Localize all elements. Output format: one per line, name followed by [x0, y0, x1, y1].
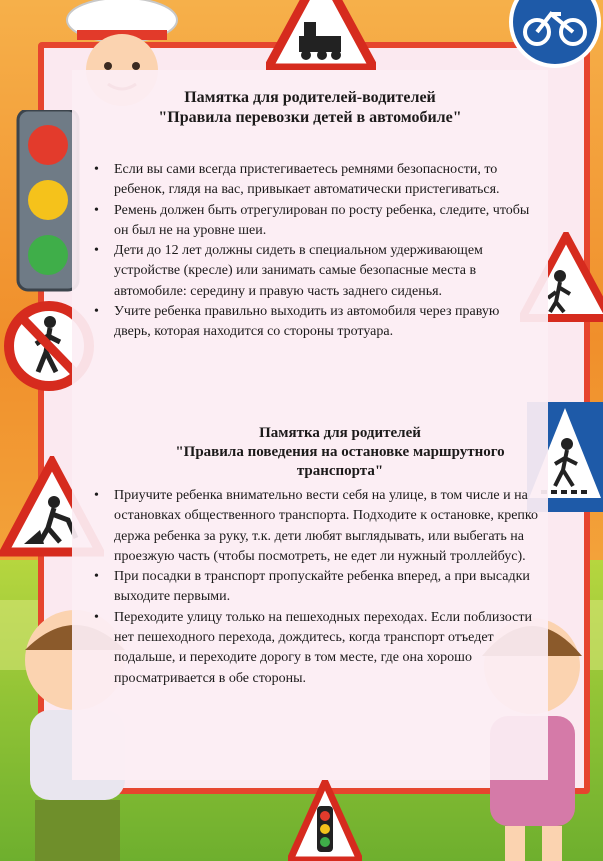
section2-title-line3: транспорта": [296, 463, 384, 479]
list-item: • Ремень должен быть отрегулирован по росту ребенка, следите, чтобы он был не на уровне шеи.: [84, 201, 538, 242]
list-item: • Дети до 12 лет должны сидеть в специальном удерживающем устройстве (кресле) или занимать самые безопасные места в автомобиле: середину и правую часть заднего сиденья.: [84, 241, 538, 302]
section1-title: [72, 88, 548, 128]
section1-list: [84, 160, 538, 343]
bicycle-path-sign-icon: [503, 0, 603, 70]
list-item: • Учите ребенка правильно выходить из автомобиля через правую дверь, которая находится со стороны тротуара.: [84, 302, 538, 343]
section2-title-line1: Памятка для родителей: [259, 425, 421, 441]
railway-crossing-sign-icon: [266, 0, 376, 70]
section2-list: [84, 486, 546, 689]
traffic-light-icon: [288, 780, 362, 861]
section2-title-line2: "Правила поведения на остановке маршрутного: [175, 444, 505, 460]
list-item: • Если вы сами всегда пристегиваетесь ремнями безопасности, то ребенок, глядя на вас, привыкает автоматически пристегиваться.: [84, 160, 538, 201]
section1-title-line2: "Правила перевозки детей в автомобиле": [158, 109, 462, 126]
list-item: • Приучите ребенка внимательно вести себя на улице, в том числе и на остановках общественного транспорта. Подходите к остановке, крепко держа ребенка за руку, т.к. дети любят выглядывать, или выбегать на проезжую часть (чтобы посмотреть, не едет ли нужный троллейбус).: [84, 486, 546, 567]
section1-title-line1: Памятка для родителей-водителей: [184, 89, 436, 106]
section2-title: [110, 424, 570, 481]
list-item: • Переходите улицу только на пешеходных переходах. Если поблизости нет пешеходного перехода, дождитесь, когда транспорт отъедет подальше, и переходите дорогу в том месте, где она хорошо просматривается в обе стороны.: [84, 608, 546, 689]
list-item: • При посадки в транспорт пропускайте ребенка вперед, а при высадки выходите первыми.: [84, 567, 546, 608]
